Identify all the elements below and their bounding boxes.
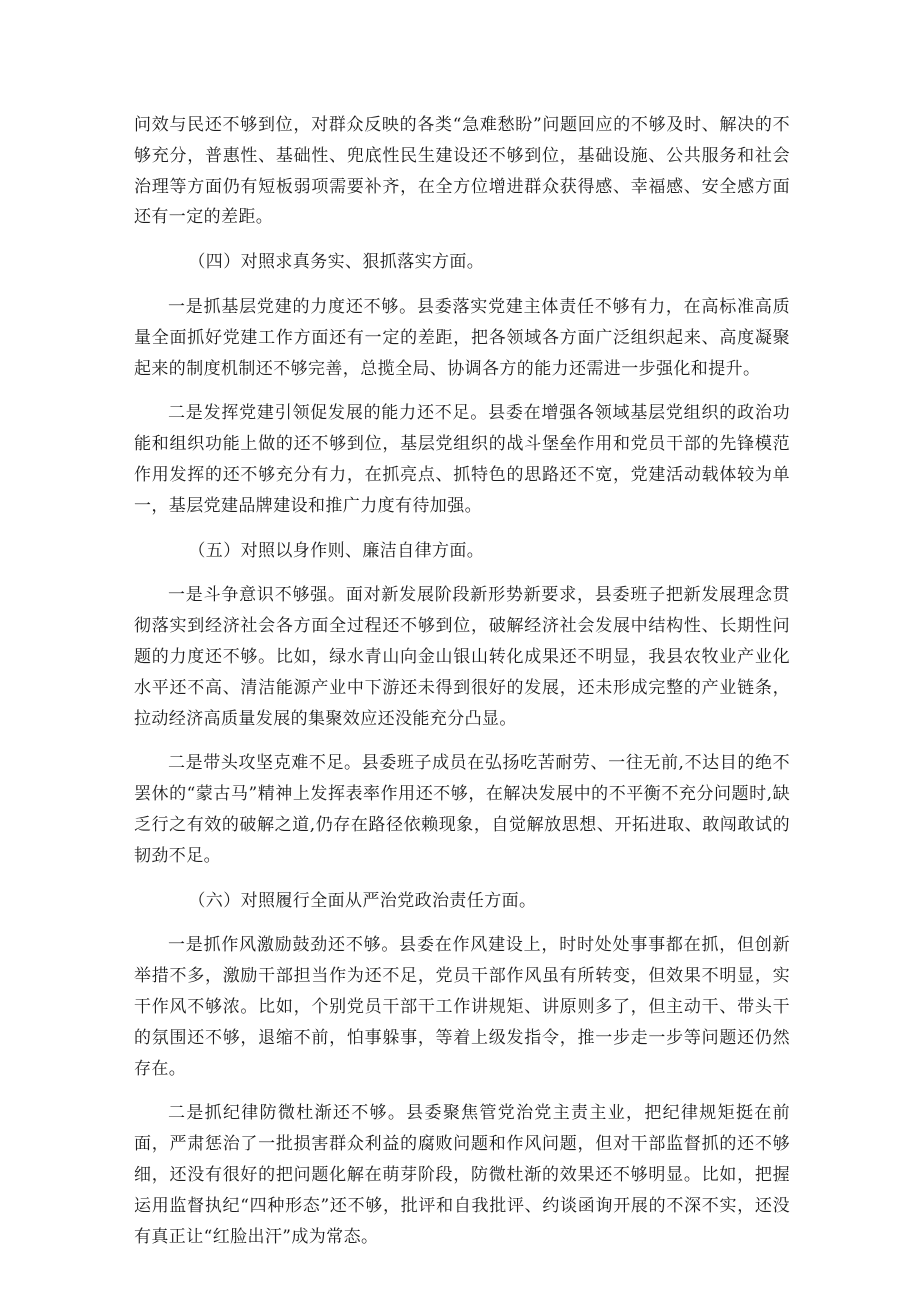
paragraph-continuation: 问效与民还不够到位，对群众反映的各类“急难愁盼”问题回应的不够及时、解决的不够充分，普惠性、基础性、兜底性民生建设还不够到位，基础设施、公共服务和社会治理等方面仍有短板弱项需要补齐，在全方位增进群众获得感、幸福感、安全感方面还有一定的差距。 [134,115,790,228]
section-heading-6: （六）对照履行全面从严治党政治责任方面。 [188,890,537,911]
paragraph: 二是发挥党建引领促发展的能力还不足。县委在增强各领域基层党组织的政治功能和组织功能上做的还不够到位，基层党组织的战斗堡垒作用和党员干部的先锋模范作用发挥的还不够充分有力，在抓亮点、抓特色的思路还不宽，党建活动载体较为单一，基层党建品牌建设和推广力度有待加强。 [134,403,790,516]
paragraph: 一是斗争意识不够强。面对新发展阶段新形势新要求，县委班子把新发展理念贯彻落实到经济社会各方面全过程还不够到位，破解经济社会发展中结构性、长期性问题的力度还不够。比如，绿水青山向金山银山转化成果还不明显，我县农牧业产业化水平还不高、清洁能源产业中下游还未得到很好的发展，还未形成完整的产业链条，拉动经济高质量发展的集聚效应还没能充分凸显。 [134,585,790,729]
section-heading-4: （四）对照求真务实、狠抓落实方面。 [188,252,485,273]
document-page [134,110,790,1266]
paragraph: 二是带头攻坚克难不足。县委班子成员在弘扬吃苦耐劳、一往无前,不达目的绝不罢休的“蒙古马”精神上发挥表率作用还不够，在解决发展中的不平衡不充分问题时,缺乏行之有效的破解之道,仍存在路径依赖现象，自觉解放思想、开拓进取、敢闯敢试的韧劲不足。 [134,753,790,866]
paragraph: 一是抓基层党建的力度还不够。县委落实党建主体责任不够有力，在高标准高质量全面抓好党建工作方面还有一定的差距，把各领域各方面广泛组织起来、高度凝聚起来的制度机制还不够完善，总揽全局、协调各方的能力还需进一步强化和提升。 [134,296,790,379]
section-heading-5: （五）对照以身作则、廉洁自律方面。 [188,540,485,561]
paragraph: 一是抓作风激励鼓劲还不够。县委在作风建设上，时时处处事事都在抓，但创新举措不多，激励干部担当作为还不足，党员干部作风虽有所转变，但效果不明显，实干作风不够浓。比如，个别党员干部干工作讲规矩、讲原则多了，但主动干、带头干的氛围还不够，退缩不前，怕事躲事，等着上级发指令，推一步走一步等问题还仍然存在。 [134,935,790,1079]
paragraph: 二是抓纪律防微杜渐还不够。县委聚焦管党治党主责主业，把纪律规矩挺在前面，严肃惩治了一批损害群众利益的腐败问题和作风问题，但对干部监督抓的还不够细，还没有很好的把问题化解在萌芽阶段，防微杜渐的效果还不够明显。比如，把握运用监督执纪“四种形态”还不够，批评和自我批评、约谈函询开展的不深不实，还没有真正让“红脸出汗”成为常态。 [134,1103,790,1247]
